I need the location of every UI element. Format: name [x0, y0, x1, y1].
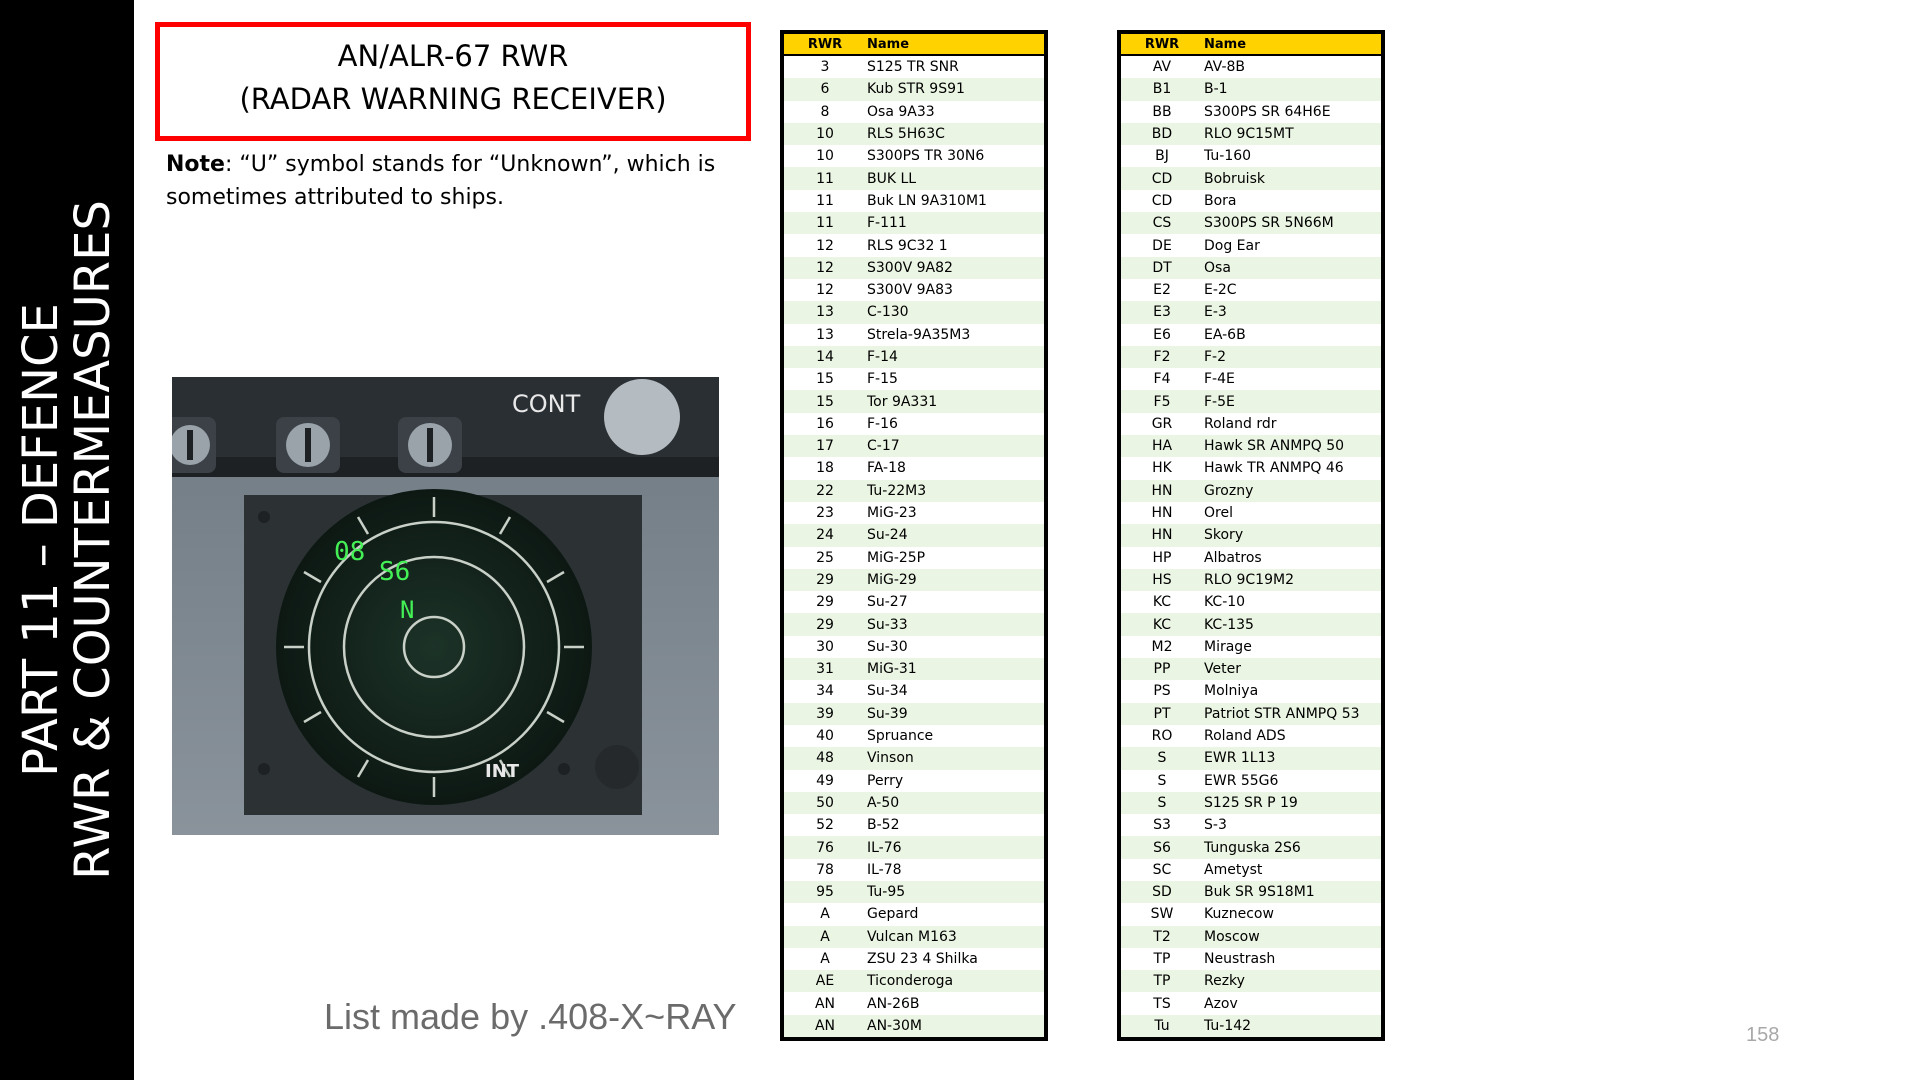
table-row: [784, 190, 1044, 212]
rwr-code-cell: A: [784, 948, 866, 970]
table-row: [1121, 435, 1381, 457]
rwr-code-cell: 29: [784, 591, 866, 613]
rwr-code-cell: 16: [784, 413, 866, 435]
emitter-name-cell: E-2C: [1203, 279, 1381, 301]
rwr-code-cell: 8: [784, 101, 866, 123]
page-number: 158: [1746, 1024, 1780, 1046]
column-header-name: Name: [866, 34, 1044, 55]
rwr-code-cell: 25: [784, 547, 866, 569]
table-row: [784, 257, 1044, 279]
rwr-code-cell: 30: [784, 636, 866, 658]
emitter-name-cell: Buk LN 9A310M1: [866, 190, 1044, 212]
table-row: [1121, 770, 1381, 792]
emitter-name-cell: Ticonderoga: [866, 970, 1044, 992]
emitter-name-cell: ZSU 23 4 Shilka: [866, 948, 1044, 970]
emitter-name-cell: F-5E: [1203, 390, 1381, 412]
emitter-name-cell: Ametyst: [1203, 859, 1381, 881]
emitter-name-cell: Mirage: [1203, 636, 1381, 658]
rwr-code-cell: 52: [784, 814, 866, 836]
emitter-name-cell: Osa: [1203, 257, 1381, 279]
page-title-line1: AN/ALR-67 RWR: [337, 39, 569, 73]
table-row: [1121, 1015, 1381, 1037]
emitter-name-cell: Gepard: [866, 903, 1044, 925]
emitter-name-cell: RLO 9C15MT: [1203, 123, 1381, 145]
emitter-name-cell: Vulcan M163: [866, 926, 1044, 948]
table-row: [1121, 613, 1381, 635]
emitter-name-cell: S125 TR SNR: [866, 55, 1044, 78]
emitter-name-cell: S300PS SR 5N66M: [1203, 212, 1381, 234]
rwr-code-cell: F4: [1121, 368, 1203, 390]
page-title-line2: (RADAR WARNING RECEIVER): [239, 82, 667, 116]
emitter-name-cell: Buk SR 9S18M1: [1203, 881, 1381, 903]
rwr-code-cell: E6: [1121, 324, 1203, 346]
emitter-name-cell: Skory: [1203, 524, 1381, 546]
column-header-name: Name: [1203, 34, 1381, 55]
emitter-name-cell: Kuznecow: [1203, 903, 1381, 925]
rwr-code-cell: S: [1121, 770, 1203, 792]
note-paragraph: [166, 148, 726, 214]
table-row: [784, 903, 1044, 925]
emitter-name-cell: MiG-23: [866, 502, 1044, 524]
rwr-code-cell: TP: [1121, 970, 1203, 992]
emitter-name-cell: KC-10: [1203, 591, 1381, 613]
table-row: [1121, 658, 1381, 680]
rwr-code-cell: AV: [1121, 55, 1203, 78]
section-title-line1: PART 11 – DEFENCE: [13, 303, 69, 777]
table-row: [1121, 703, 1381, 725]
rotary-knob-1[interactable]: [172, 417, 216, 473]
rwr-code-cell: HA: [1121, 435, 1203, 457]
rwr-code-cell: CD: [1121, 167, 1203, 189]
table-row: [784, 836, 1044, 858]
rwr-code-cell: HN: [1121, 524, 1203, 546]
emitter-name-cell: MiG-31: [866, 658, 1044, 680]
emitter-name-cell: Orel: [1203, 502, 1381, 524]
rwr-code-cell: 12: [784, 257, 866, 279]
table-row: [784, 324, 1044, 346]
table-row: [1121, 680, 1381, 702]
rwr-code-cell: 15: [784, 368, 866, 390]
table-row: [784, 725, 1044, 747]
rwr-code-cell: DT: [1121, 257, 1203, 279]
table-row: [784, 279, 1044, 301]
emitter-name-cell: Albatros: [1203, 547, 1381, 569]
rwr-code-cell: 17: [784, 435, 866, 457]
emitter-name-cell: IL-78: [866, 859, 1044, 881]
rwr-code-cell: S3: [1121, 814, 1203, 836]
emitter-name-cell: Spruance: [866, 725, 1044, 747]
rwr-code-table-right: [1117, 30, 1385, 1041]
table-row: [784, 390, 1044, 412]
rwr-code-cell: 50: [784, 792, 866, 814]
table-row: [1121, 725, 1381, 747]
emitter-name-cell: Strela-9A35M3: [866, 324, 1044, 346]
emitter-name-cell: Su-39: [866, 703, 1044, 725]
table-row: [1121, 569, 1381, 591]
rwr-code-cell: 6: [784, 78, 866, 100]
rwr-code-cell: 10: [784, 145, 866, 167]
emitter-name-cell: AN-26B: [866, 992, 1044, 1014]
emitter-name-cell: S300V 9A83: [866, 279, 1044, 301]
rwr-code-cell: 78: [784, 859, 866, 881]
emitter-name-cell: Tu-160: [1203, 145, 1381, 167]
table-row: [784, 859, 1044, 881]
rwr-scope: [276, 489, 592, 805]
rwr-code-cell: PT: [1121, 703, 1203, 725]
emitter-name-cell: S300V 9A82: [866, 257, 1044, 279]
rwr-code-cell: S: [1121, 792, 1203, 814]
table-row: [784, 234, 1044, 256]
table-row: [1121, 167, 1381, 189]
int-label: INT: [485, 761, 520, 782]
cont-knob[interactable]: [604, 379, 680, 455]
table-row: [784, 636, 1044, 658]
table-row: [1121, 524, 1381, 546]
threat-symbol-s6: S6: [379, 557, 411, 587]
threat-symbol-08: 08: [334, 537, 366, 567]
table-row: [1121, 346, 1381, 368]
rwr-code-cell: 31: [784, 658, 866, 680]
table-row: [1121, 457, 1381, 479]
rwr-code-cell: RO: [1121, 725, 1203, 747]
table-row: [1121, 145, 1381, 167]
rwr-code-cell: 95: [784, 881, 866, 903]
emitter-name-cell: Molniya: [1203, 680, 1381, 702]
rwr-code-cell: 11: [784, 167, 866, 189]
emitter-name-cell: EWR 55G6: [1203, 770, 1381, 792]
table-row: [1121, 212, 1381, 234]
table-row: [784, 301, 1044, 323]
screw-icon: [558, 763, 570, 775]
rwr-code-cell: BJ: [1121, 145, 1203, 167]
screw-icon: [258, 763, 270, 775]
rwr-code-cell: S: [1121, 747, 1203, 769]
rwr-code-cell: GR: [1121, 413, 1203, 435]
table-row: [784, 792, 1044, 814]
table-row: [784, 613, 1044, 635]
emitter-name-cell: E-3: [1203, 301, 1381, 323]
emitter-name-cell: Tu-22M3: [866, 480, 1044, 502]
emitter-name-cell: Azov: [1203, 992, 1381, 1014]
emitter-name-cell: S300PS SR 64H6E: [1203, 101, 1381, 123]
table-row: [1121, 123, 1381, 145]
table-row: [784, 703, 1044, 725]
emitter-name-cell: KC-135: [1203, 613, 1381, 635]
rwr-code-cell: Tu: [1121, 1015, 1203, 1037]
section-sidebar: [0, 0, 134, 1080]
emitter-name-cell: AV-8B: [1203, 55, 1381, 78]
rwr-code-cell: F2: [1121, 346, 1203, 368]
rwr-code-cell: 12: [784, 234, 866, 256]
table-row: [1121, 792, 1381, 814]
table-row: [1121, 747, 1381, 769]
table-row: [1121, 78, 1381, 100]
rwr-code-cell: 18: [784, 457, 866, 479]
emitter-name-cell: Perry: [866, 770, 1044, 792]
rwr-code-cell: 13: [784, 301, 866, 323]
screw-icon: [258, 511, 270, 523]
table-row: [784, 591, 1044, 613]
rwr-code-cell: 22: [784, 480, 866, 502]
rwr-code-cell: 12: [784, 279, 866, 301]
table-row: [1121, 279, 1381, 301]
section-title-line2: RWR & COUNTERMEASURES: [65, 200, 121, 880]
table-row: [784, 814, 1044, 836]
emitter-name-cell: Bobruisk: [1203, 167, 1381, 189]
rwr-code-cell: SC: [1121, 859, 1203, 881]
rwr-code-cell: 14: [784, 346, 866, 368]
table-row: [1121, 101, 1381, 123]
rwr-code-cell: 23: [784, 502, 866, 524]
table-row: [784, 101, 1044, 123]
table-row: [1121, 591, 1381, 613]
emitter-name-cell: Su-24: [866, 524, 1044, 546]
table-row: [784, 658, 1044, 680]
rwr-display-photo: [172, 377, 719, 835]
rwr-code-cell: 49: [784, 770, 866, 792]
table-row: [1121, 480, 1381, 502]
table-row: [784, 881, 1044, 903]
rwr-code-cell: 76: [784, 836, 866, 858]
emitter-name-cell: A-50: [866, 792, 1044, 814]
table-row: [784, 55, 1044, 78]
table-row: [1121, 368, 1381, 390]
rwr-code-cell: 10: [784, 123, 866, 145]
section-title: [15, 200, 119, 880]
rwr-code-cell: KC: [1121, 613, 1203, 635]
rwr-code-cell: KC: [1121, 591, 1203, 613]
emitter-name-cell: Su-30: [866, 636, 1044, 658]
rwr-code-cell: E2: [1121, 279, 1203, 301]
table-row: [1121, 55, 1381, 78]
table-row: [1121, 324, 1381, 346]
rwr-code-cell: AN: [784, 992, 866, 1014]
emitter-name-cell: B-52: [866, 814, 1044, 836]
emitter-name-cell: Su-27: [866, 591, 1044, 613]
table-row: [1121, 636, 1381, 658]
rwr-code-cell: M2: [1121, 636, 1203, 658]
table-row: [1121, 903, 1381, 925]
rwr-code-cell: PP: [1121, 658, 1203, 680]
emitter-name-cell: RLO 9C19M2: [1203, 569, 1381, 591]
table-row: [784, 948, 1044, 970]
emitter-name-cell: RLS 5H63C: [866, 123, 1044, 145]
emitter-name-cell: AN-30M: [866, 1015, 1044, 1037]
emitter-name-cell: S125 SR P 19: [1203, 792, 1381, 814]
emitter-name-cell: F-111: [866, 212, 1044, 234]
emitter-name-cell: C-130: [866, 301, 1044, 323]
int-knob[interactable]: [595, 745, 639, 789]
rwr-code-cell: 29: [784, 569, 866, 591]
table-row: [1121, 413, 1381, 435]
rwr-code-cell: DE: [1121, 234, 1203, 256]
rwr-code-cell: 11: [784, 212, 866, 234]
emitter-name-cell: Vinson: [866, 747, 1044, 769]
table-row: [1121, 257, 1381, 279]
table-row: [1121, 234, 1381, 256]
emitter-name-cell: Grozny: [1203, 480, 1381, 502]
table-row: [784, 480, 1044, 502]
emitter-name-cell: Hawk SR ANMPQ 50: [1203, 435, 1381, 457]
rwr-code-cell: HP: [1121, 547, 1203, 569]
rwr-code-cell: BB: [1121, 101, 1203, 123]
note-label: Note: [166, 152, 225, 177]
emitter-name-cell: F-15: [866, 368, 1044, 390]
note-text: : “U” symbol stands for “Unknown”, which is sometimes attributed to ships.: [166, 152, 716, 210]
table-row: [784, 1015, 1044, 1037]
table-row: [784, 212, 1044, 234]
table-row: [784, 770, 1044, 792]
rotary-knob-2[interactable]: [276, 417, 340, 473]
rwr-code-cell: 11: [784, 190, 866, 212]
table-row: [784, 569, 1044, 591]
emitter-name-cell: Moscow: [1203, 926, 1381, 948]
emitter-name-cell: Osa 9A33: [866, 101, 1044, 123]
emitter-name-cell: S-3: [1203, 814, 1381, 836]
emitter-name-cell: Tunguska 2S6: [1203, 836, 1381, 858]
rwr-code-cell: E3: [1121, 301, 1203, 323]
emitter-name-cell: IL-76: [866, 836, 1044, 858]
rwr-code-cell: A: [784, 903, 866, 925]
emitter-name-cell: Neustrash: [1203, 948, 1381, 970]
rwr-code-cell: F5: [1121, 390, 1203, 412]
rwr-code-cell: CS: [1121, 212, 1203, 234]
rwr-code-cell: T2: [1121, 926, 1203, 948]
table-row: [784, 435, 1044, 457]
emitter-name-cell: Rezky: [1203, 970, 1381, 992]
emitter-name-cell: Veter: [1203, 658, 1381, 680]
rwr-code-cell: 13: [784, 324, 866, 346]
emitter-name-cell: Dog Ear: [1203, 234, 1381, 256]
emitter-name-cell: S300PS TR 30N6: [866, 145, 1044, 167]
emitter-name-cell: MiG-25P: [866, 547, 1044, 569]
rwr-code-cell: B1: [1121, 78, 1203, 100]
table-row: [784, 926, 1044, 948]
emitter-name-cell: Roland ADS: [1203, 725, 1381, 747]
rwr-code-cell: BD: [1121, 123, 1203, 145]
emitter-name-cell: EA-6B: [1203, 324, 1381, 346]
table-row: [784, 78, 1044, 100]
emitter-name-cell: F-14: [866, 346, 1044, 368]
rwr-code-cell: HS: [1121, 569, 1203, 591]
rwr-code-cell: S6: [1121, 836, 1203, 858]
column-header-rwr: RWR: [784, 34, 866, 55]
table-row: [784, 123, 1044, 145]
emitter-name-cell: F-16: [866, 413, 1044, 435]
rwr-code-cell: PS: [1121, 680, 1203, 702]
table-row: [784, 346, 1044, 368]
table-row: [1121, 190, 1381, 212]
table-row: [1121, 836, 1381, 858]
table-row: [784, 747, 1044, 769]
table-row: [1121, 390, 1381, 412]
rwr-code-cell: 24: [784, 524, 866, 546]
table-row: [784, 547, 1044, 569]
table-row: [1121, 926, 1381, 948]
table-row: [1121, 547, 1381, 569]
table-row: [1121, 881, 1381, 903]
table-row: [784, 368, 1044, 390]
table-row: [1121, 948, 1381, 970]
rwr-code-cell: A: [784, 926, 866, 948]
rwr-code-cell: AE: [784, 970, 866, 992]
table-row: [1121, 814, 1381, 836]
emitter-name-cell: Roland rdr: [1203, 413, 1381, 435]
table-row: [784, 145, 1044, 167]
list-credit: List made by .408-X~RAY: [324, 996, 737, 1037]
emitter-name-cell: Su-34: [866, 680, 1044, 702]
rwr-code-cell: 29: [784, 613, 866, 635]
column-header-rwr: RWR: [1121, 34, 1203, 55]
table-row: [784, 413, 1044, 435]
emitter-name-cell: C-17: [866, 435, 1044, 457]
table-row: [784, 457, 1044, 479]
rwr-code-cell: 40: [784, 725, 866, 747]
emitter-name-cell: FA-18: [866, 457, 1044, 479]
table-row: [1121, 502, 1381, 524]
table-row: [784, 167, 1044, 189]
emitter-name-cell: Bora: [1203, 190, 1381, 212]
emitter-name-cell: EWR 1L13: [1203, 747, 1381, 769]
cont-label: CONT: [512, 390, 581, 418]
rwr-code-cell: TP: [1121, 948, 1203, 970]
page-title: [155, 22, 751, 141]
rwr-code-cell: HN: [1121, 480, 1203, 502]
table-row: [784, 502, 1044, 524]
table-row: [784, 524, 1044, 546]
emitter-name-cell: F-2: [1203, 346, 1381, 368]
rwr-code-cell: CD: [1121, 190, 1203, 212]
rwr-code-cell: HN: [1121, 502, 1203, 524]
rwr-code-cell: TS: [1121, 992, 1203, 1014]
rotary-knob-3[interactable]: [398, 417, 462, 473]
rwr-code-cell: 3: [784, 55, 866, 78]
emitter-name-cell: Patriot STR ANMPQ 53: [1203, 703, 1381, 725]
rwr-code-cell: 34: [784, 680, 866, 702]
table-row: [784, 992, 1044, 1014]
table-row: [1121, 301, 1381, 323]
rwr-code-cell: 39: [784, 703, 866, 725]
rwr-code-cell: SW: [1121, 903, 1203, 925]
emitter-name-cell: F-4E: [1203, 368, 1381, 390]
rwr-code-cell: 15: [784, 390, 866, 412]
rwr-code-cell: AN: [784, 1015, 866, 1037]
emitter-name-cell: Su-33: [866, 613, 1044, 635]
threat-symbol-n: N: [400, 596, 415, 624]
emitter-name-cell: Hawk TR ANMPQ 46: [1203, 457, 1381, 479]
emitter-name-cell: RLS 9C32 1: [866, 234, 1044, 256]
emitter-name-cell: Tu-95: [866, 881, 1044, 903]
emitter-name-cell: BUK LL: [866, 167, 1044, 189]
emitter-name-cell: Tu-142: [1203, 1015, 1381, 1037]
rwr-code-cell: 48: [784, 747, 866, 769]
table-row: [784, 970, 1044, 992]
rwr-code-table-left: [780, 30, 1048, 1041]
emitter-name-cell: B-1: [1203, 78, 1381, 100]
emitter-name-cell: Tor 9A331: [866, 390, 1044, 412]
rwr-code-cell: SD: [1121, 881, 1203, 903]
table-row: [784, 680, 1044, 702]
emitter-name-cell: Kub STR 9S91: [866, 78, 1044, 100]
emitter-name-cell: MiG-29: [866, 569, 1044, 591]
table-row: [1121, 992, 1381, 1014]
table-row: [1121, 970, 1381, 992]
table-row: [1121, 859, 1381, 881]
rwr-code-cell: HK: [1121, 457, 1203, 479]
